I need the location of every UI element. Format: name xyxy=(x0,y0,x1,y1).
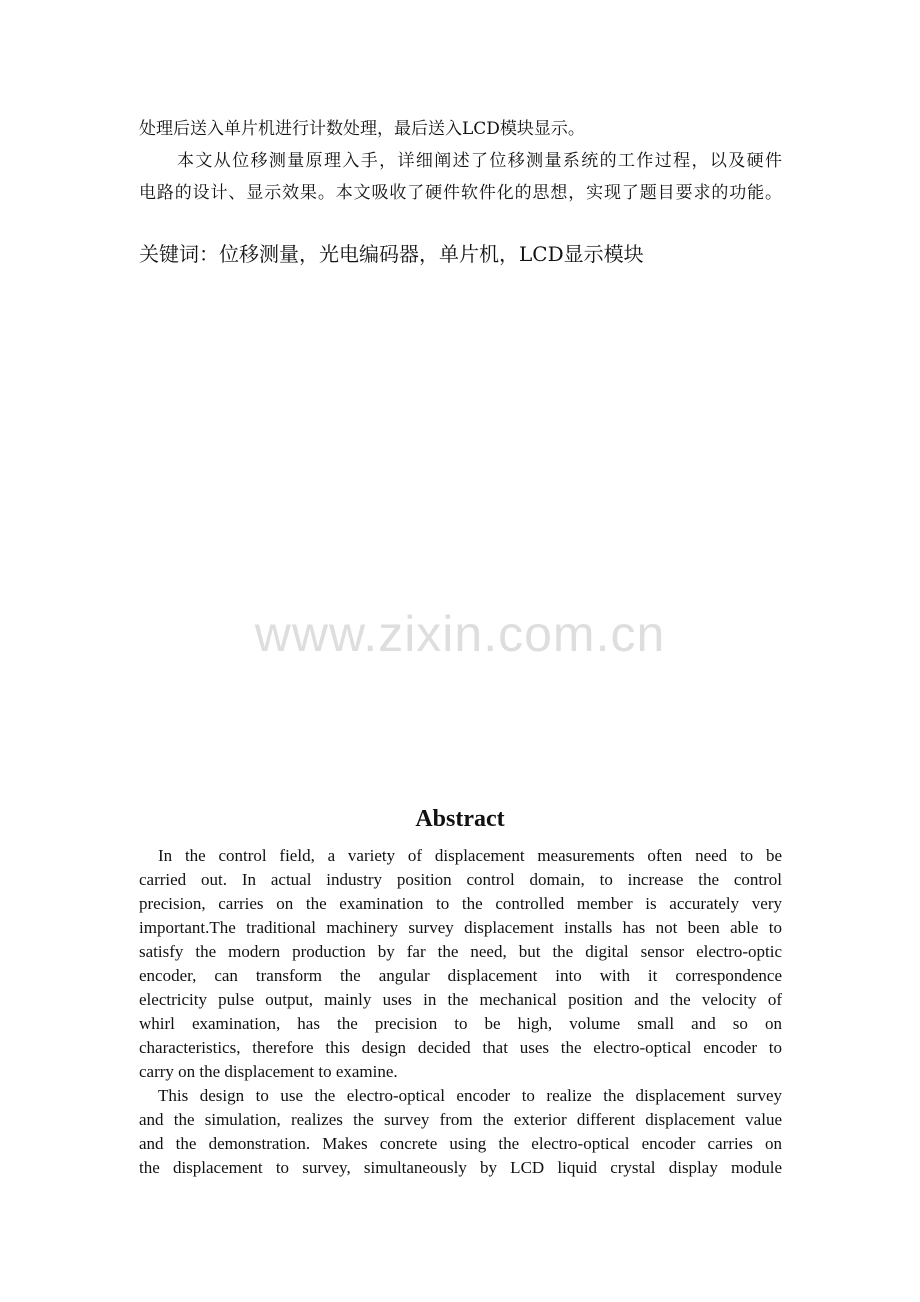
keywords-line xyxy=(139,240,644,268)
abstract-line: and the simulation, realizes the survey from the exterior different displacement value xyxy=(139,1110,782,1129)
cn-paragraph-line: 电路的设计、显示效果。本文吸收了硬件软件化的思想，实现了题目要求的功能。 xyxy=(139,183,782,203)
keywords-label: 关键词 xyxy=(139,242,199,266)
abstract-line: carried out. In actual industry position control domain, to increase the control xyxy=(139,870,782,889)
abstract-line: important.The traditional machinery survey displacement installs has not been able to xyxy=(139,918,782,937)
watermark: www.zixin.com.cn xyxy=(254,606,666,662)
abstract-line: encoder, can transform the angular displacement into with it correspondence xyxy=(139,966,782,985)
abstract-title: Abstract xyxy=(415,806,505,832)
abstract-line: precision, carries on the examination to the controlled member is accurately very xyxy=(139,894,782,913)
abstract-line: In the control field, a variety of displacement measurements often need to be xyxy=(158,846,782,865)
cn-paragraph-line: 处理后送入单片机进行计数处理，最后送入LCD模块显示。 xyxy=(139,119,585,139)
abstract-line: This design to use the electro-optical encoder to realize the displacement survey xyxy=(158,1086,782,1105)
keywords-text: 位移测量，光电编码器，单片机，LCD显示模块 xyxy=(219,242,644,266)
abstract-line: satisfy the modern production by far the need, but the digital sensor electro-optic xyxy=(139,942,782,961)
abstract-line: the displacement to survey, simultaneously by LCD liquid crystal display module xyxy=(139,1158,782,1177)
cn-paragraph-line: 本文从位移测量原理入手，详细阐述了位移测量系统的工作过程，以及硬件 xyxy=(177,151,782,171)
abstract-line: characteristics, therefore this design decided that uses the electro-optical encoder to xyxy=(139,1038,782,1057)
abstract-line: carry on the displacement to examine. xyxy=(139,1062,398,1081)
keywords-separator: ： xyxy=(199,242,219,266)
abstract-line: and the demonstration. Makes concrete using the electro-optical encoder carries on xyxy=(139,1134,782,1153)
abstract-line: whirl examination, has the precision to be high, volume small and so on xyxy=(139,1014,782,1033)
abstract-line: electricity pulse output, mainly uses in the mechanical position and the velocity of xyxy=(139,990,782,1009)
